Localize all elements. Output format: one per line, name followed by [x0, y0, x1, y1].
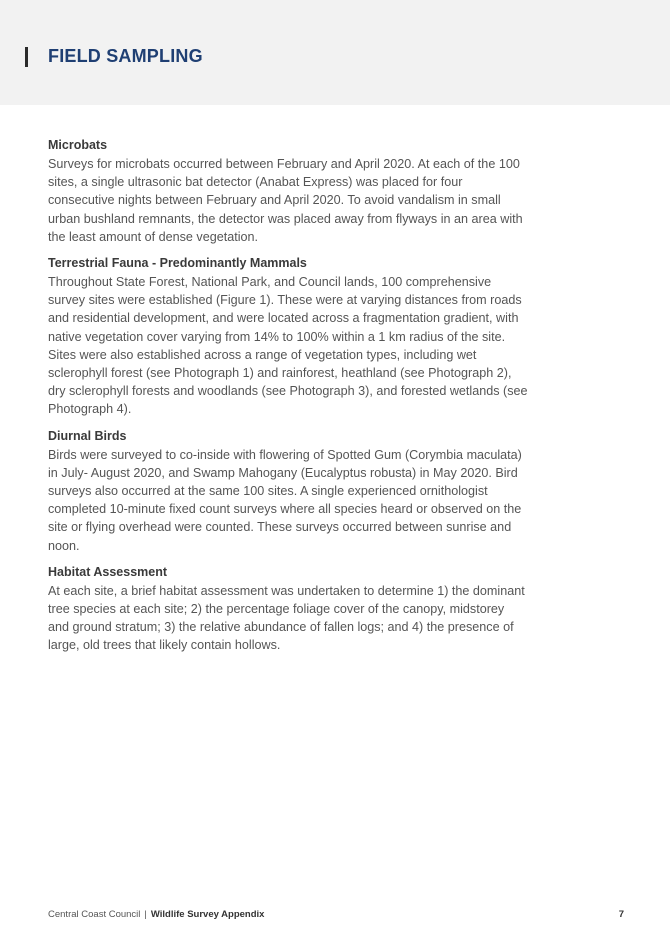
page-footer [48, 909, 624, 923]
section-body: At each site, a brief habitat assessment was undertaken to determine 1) the dominant tree species at each site; 2) the percentage foliage cover of the canopy, midstorey and ground stratum; 3) the relative abundance of fallen logs; and 4) the presence of large, old trees that likely contain hollows. [48, 583, 525, 653]
page-number: 7 [618, 909, 624, 920]
footer-organization: Central Coast Council [48, 909, 141, 920]
section-heading: Diurnal Birds [48, 428, 127, 443]
section-heading: Habitat Assessment [48, 564, 168, 579]
header-accent-bar [25, 47, 28, 67]
section-microbats [48, 137, 528, 246]
section-habitat-assessment [48, 564, 528, 655]
section-heading: Terrestrial Fauna - Predominantly Mammals [48, 256, 307, 271]
section-body: Birds were surveyed to co-inside with flowering of Spotted Gum (Corymbia maculata) in July- August 2020, and Swamp Mahogany (Eucalyptus robusta) in May 2020. Bird surveys also occurred at the same 100 sites. A single experienced ornithologist completed 10-minute fixed count surveys where all species heard or observed on the site or flying overhead were counted. These surveys occurred between sunrise and noon. [48, 447, 522, 553]
section-body: Throughout State Forest, National Park, and Council lands, 100 comprehensive survey sites were established (Figure 1). These were at varying distances from roads and residential development, and were located across a fragmentation gradient, with native vegetation cover varying from 14% to 100% within a 1 km radius of the site. Sites were also established across a range of vegetation types, including wet sclerophyll forest (see Photograph 1) and rainforest, heathland (see Photograph 2), dry sclerophyll forests and woodlands (see Photograph 3), and forested wetlands (see Photograph 4). [48, 275, 528, 417]
header-band [0, 0, 670, 105]
section-diurnal-birds [48, 428, 528, 555]
section-body: Surveys for microbats occurred between February and April 2020. At each of the 100 sites, a single ultrasonic bat detector (Anabat Express) was placed for four consecutive nights between February and April 2020. To avoid vandalism in small urban bushland remnants, the detector was placed away from flyways in an area with the least amount of dense vegetation. [48, 157, 523, 244]
page-title: FIELD SAMPLING [48, 46, 203, 66]
footer-document-title: Wildlife Survey Appendix [150, 909, 265, 920]
section-terrestrial-fauna [48, 255, 528, 419]
main-content [48, 137, 528, 664]
footer-separator: | [144, 909, 147, 920]
section-heading: Microbats [48, 138, 108, 152]
